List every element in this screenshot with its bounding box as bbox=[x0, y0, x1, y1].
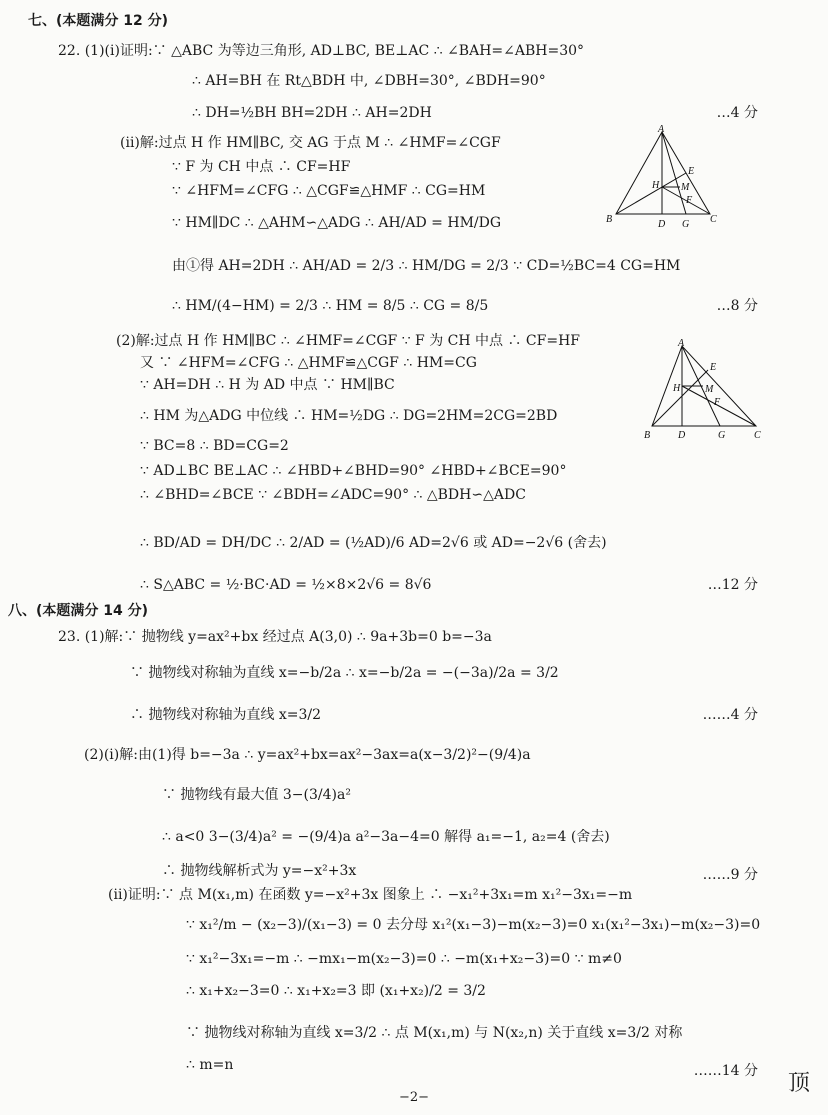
proof-line: 由①得 AH=2DH ∴ AH/AD = 2/3 ∴ HM/DG = 2/3 ∵ CD=½BC=4 CG=HM bbox=[172, 258, 681, 274]
proof-line: (2)解:过点 H 作 HM∥BC ∴ ∠HMF=∠CGF ∵ F 为 CH 中点 ∴ CF=HF bbox=[116, 333, 581, 349]
proof-line: ∴ 抛物线对称轴为直线 x=3/2 bbox=[130, 707, 322, 723]
label-E: E bbox=[710, 362, 717, 373]
proof-line: ∴ AH=BH 在 Rt△BDH 中, ∠DBH=30°, ∠BDH=90° bbox=[192, 73, 546, 89]
section-8-header: 八、(本题满分 14 分) bbox=[8, 603, 149, 619]
proof-line: ∴ BD/AD = DH/DC ∴ 2/AD = (½AD)/6 AD=2√6 或 AD=−2√6 (舍去) bbox=[140, 535, 607, 551]
proof-line: ∴ HM/(4−HM) = 2/3 ∴ HM = 8/5 ∴ CG = 8/5 bbox=[172, 298, 489, 314]
score-mark: ……4 分 bbox=[702, 707, 758, 723]
proof-line: (ⅱ)证明:∵ 点 M(x₁,m) 在函数 y=−x²+3x 图象上 ∴ −x₁²+3x₁=m x₁²−3x₁=−m bbox=[108, 887, 633, 903]
proof-line: (ⅱ)解:过点 H 作 HM∥BC, 交 AG 于点 M ∴ ∠HMF=∠CGF bbox=[120, 135, 501, 151]
label-D: D bbox=[658, 219, 666, 230]
proof-line: ∴ S△ABC = ½·BC·AD = ½×8×2√6 = 8√6 bbox=[140, 577, 432, 593]
proof-line: ∴ m=n bbox=[186, 1057, 234, 1073]
proof-line: ∴ DH=½BH BH=2DH ∴ AH=2DH bbox=[192, 105, 432, 121]
proof-line: ∵ ∠HFM=∠CFG ∴ △CGF≌△HMF ∴ CG=HM bbox=[172, 183, 486, 199]
label-D: D bbox=[678, 430, 686, 441]
proof-line: ∵ 抛物线对称轴为直线 x=3/2 ∴ 点 M(x₁,m) 与 N(x₂,n) 关于直线 x=3/2 对称 bbox=[186, 1025, 683, 1041]
proof-line: ∵ AD⊥BC BE⊥AC ∴ ∠HBD+∠BHD=90° ∠HBD+∠BCE=90° bbox=[140, 463, 567, 479]
proof-line: ∵ x₁²−3x₁=−m ∴ −mx₁−m(x₂−3)=0 ∴ −m(x₁+x₂−3)=0 ∵ m≠0 bbox=[186, 951, 622, 967]
proof-line: 又 ∵ ∠HFM=∠CFG ∴ △HMF≌△CGF ∴ HM=CG bbox=[140, 355, 477, 371]
proof-line: ∵ x₁²/m − (x₂−3)/(x₁−3) = 0 去分母 x₁²(x₁−3)−m(x₂−3)=0 x₁(x₁²−3x₁)−m(x₂−3)=0 bbox=[186, 917, 761, 933]
proof-line: (2)(ⅰ)解:由(1)得 b=−3a ∴ y=ax²+bx=ax²−3ax=a(x−3/2)²−(9/4)a bbox=[84, 747, 531, 763]
proof-line: ∴ HM 为△ADG 中位线 ∴ HM=½DG ∴ DG=2HM=2CG=2BD bbox=[140, 408, 558, 424]
label-C: C bbox=[710, 214, 717, 225]
score-mark: ……14 分 bbox=[693, 1063, 758, 1079]
label-G: G bbox=[682, 219, 690, 230]
watermark: 顶 bbox=[787, 1071, 810, 1096]
section-7-header: 七、(本题满分 12 分) bbox=[28, 13, 169, 29]
proof-line: ∴ x₁+x₂−3=0 ∴ x₁+x₂=3 即 (x₁+x₂)/2 = 3/2 bbox=[186, 983, 486, 999]
label-G: G bbox=[718, 430, 726, 441]
proof-line: ∴ 抛物线解析式为 y=−x²+3x bbox=[162, 863, 357, 879]
proof-line: ∴ ∠BHD=∠BCE ∵ ∠BDH=∠ADC=90° ∴ △BDH∽△ADC bbox=[140, 487, 526, 503]
label-A: A bbox=[678, 338, 685, 349]
label-C: C bbox=[754, 430, 761, 441]
label-B: B bbox=[644, 430, 651, 441]
label-H: H bbox=[652, 180, 660, 191]
score-mark: …12 分 bbox=[707, 577, 758, 593]
triangle-figure-1 bbox=[606, 124, 718, 232]
proof-line: ∵ F 为 CH 中点 ∴ CF=HF bbox=[172, 159, 351, 175]
label-E: E bbox=[688, 166, 695, 177]
label-H: H bbox=[673, 383, 681, 394]
score-mark: …8 分 bbox=[716, 298, 758, 314]
page-number: −2− bbox=[398, 1090, 430, 1105]
proof-line: ∵ HM∥DC ∴ △AHM∽△ADG ∴ AH/AD = HM/DG bbox=[172, 215, 502, 231]
label-F: F bbox=[686, 195, 693, 206]
proof-line: 23. (1)解:∵ 抛物线 y=ax²+bx 经过点 A(3,0) ∴ 9a+3b=0 b=−3a bbox=[58, 629, 492, 645]
proof-line: ∴ a<0 3−(3/4)a² = −(9/4)a a²−3a−4=0 解得 a₁=−1, a₂=4 (舍去) bbox=[162, 829, 610, 845]
proof-line: ∵ AH=DH ∴ H 为 AD 中点 ∵ HM∥BC bbox=[140, 377, 395, 393]
label-M: M bbox=[681, 182, 690, 193]
proof-line: ∵ BC=8 ∴ BD=CG=2 bbox=[140, 438, 289, 454]
score-mark: ……9 分 bbox=[702, 867, 758, 883]
proof-line: ∵ 抛物线有最大值 3−(3/4)a² bbox=[162, 787, 351, 803]
label-A: A bbox=[658, 124, 665, 135]
label-M: M bbox=[705, 384, 714, 395]
score-mark: …4 分 bbox=[716, 105, 758, 121]
triangle-figure-2 bbox=[640, 338, 768, 442]
label-B: B bbox=[606, 214, 613, 225]
proof-line: ∵ 抛物线对称轴为直线 x=−b/2a ∴ x=−b/2a = −(−3a)/2a = 3/2 bbox=[130, 665, 559, 681]
label-F: F bbox=[714, 397, 721, 408]
proof-line: 22. (1)(ⅰ)证明:∵ △ABC 为等边三角形, AD⊥BC, BE⊥AC ∴ ∠BAH=∠ABH=30° bbox=[58, 43, 585, 59]
